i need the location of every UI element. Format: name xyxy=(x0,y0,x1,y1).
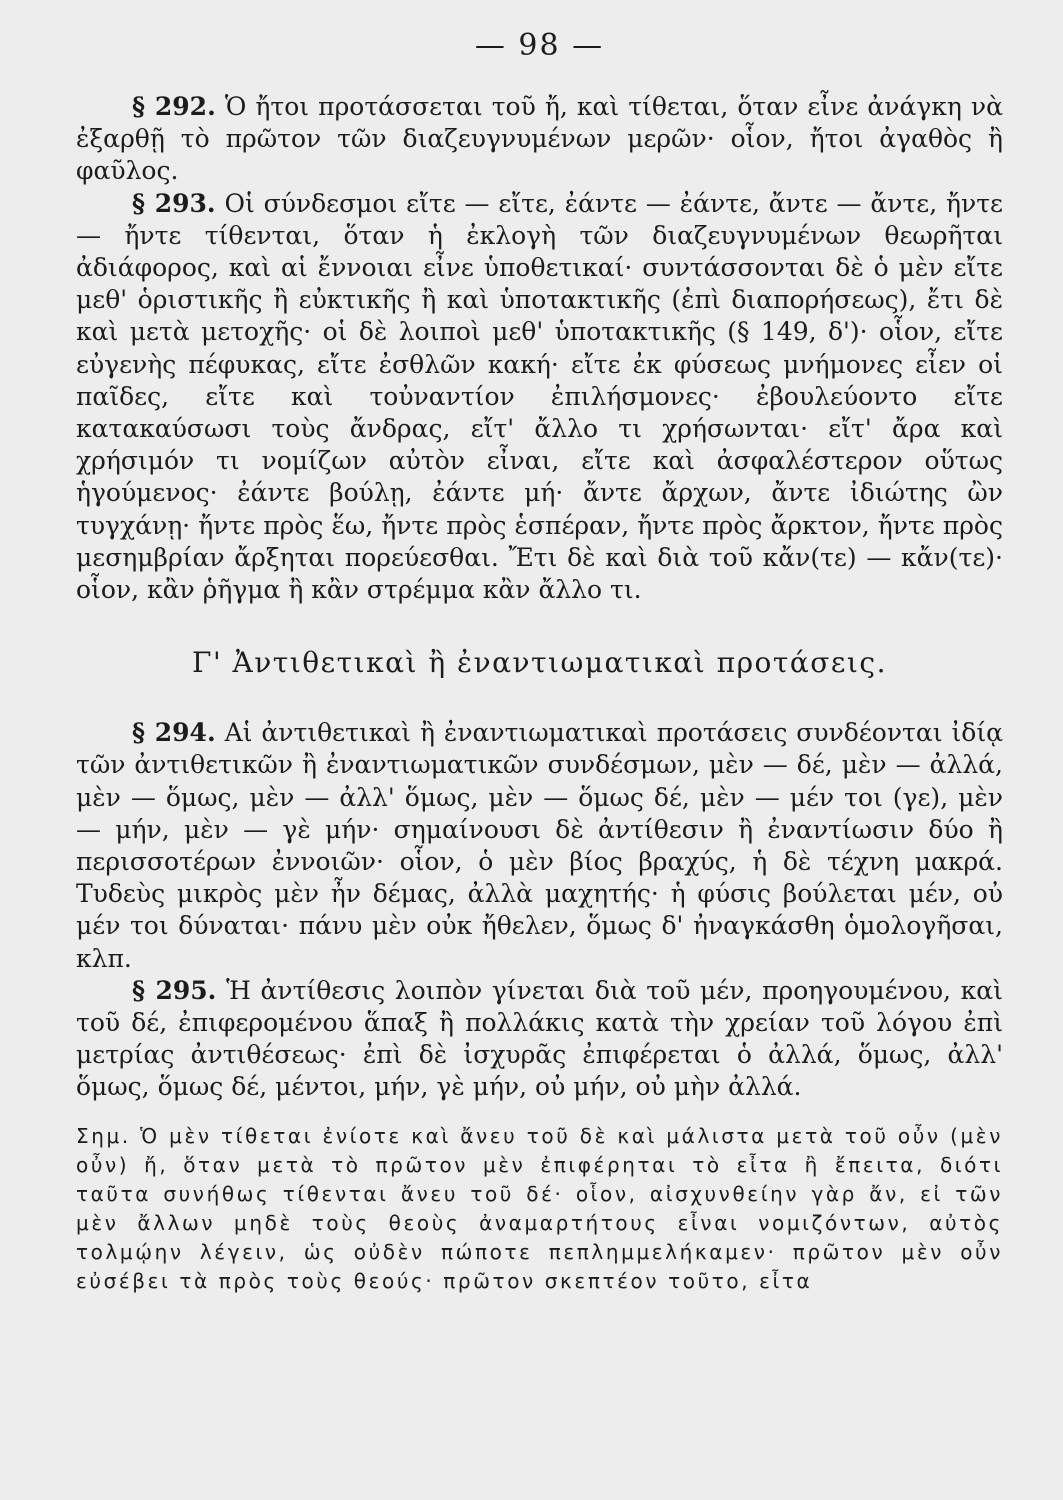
section-antithetic-text xyxy=(76,717,1003,1103)
section-heading: Γ' Ἀντιθετικαὶ ἢ ἐναντιωματικαὶ προτάσεις. xyxy=(192,646,887,680)
paragraph-293 xyxy=(76,188,1003,607)
section-number: § 292. xyxy=(132,92,216,121)
section-number: § 295. xyxy=(132,975,217,1005)
paragraph-text: Ὁ ἤτοι προτάσσεται τοῦ ἤ, καὶ τίθεται, ὅταν εἶνε ἀνάγκη νὰ ἐξαρθῇ τὸ πρῶτον τῶν διαζευγνυμένων μερῶν· οἷον, ἤτοι ἀγαθὸς ἢ φαῦλος. xyxy=(76,92,1004,186)
paragraph-text: Οἱ σύνδεσμοι εἴτε — εἴτε, ἐάντε — ἐάντε, ἄντε — ἄντε, ἤντε — ἤντε τίθενται, ὅταν ἡ ἐκλογὴ τῶν διαζευγνυμένων θεωρῆται ἀδιάφορος, καὶ αἱ ἔννοιαι εἶνε ὑποθετικαί· συντάσσονται δὲ ὁ μὲν εἴτε μεθ' ὁριστικῆς ἢ εὐκτικῆς ἢ καὶ ὑποτακτικῆς (ἐπὶ διαπορήσεως), ἔτι δὲ καὶ μετὰ μετοχῆς· οἱ δὲ λοιποὶ μεθ' ὑποτακτικῆς (§ 149, δ')· οἷον, εἴτε εὐγενὴς πέφυκας, εἴτε ἐσθλῶν κακή· εἴτε ἐκ φύσεως μνήμονες εἶεν οἱ παῖδες, εἴτε καὶ τοὐναντίον ἐπιλήσμονες· ἐβουλεύοντο εἴτε κατακαύσωσι τοὺς ἄνδρας, εἴτ' ἄλλο τι χρήσωνται· εἴτ' ἄρα καὶ χρήσιμόν τι νομίζων αὐτὸν εἶναι, εἴτε καὶ ἀσφαλέστερον οὕτως ἡγούμενος· ἐάντε βούλῃ, ἐάντε μή· ἄντε ἄρχων, ἄντε ἰδιώτης ὢν τυγχάνῃ· ἤντε πρὸς ἕω, ἤντε πρὸς ἑσπέραν, ἤντε πρὸς ἄρκτον, ἤντε πρὸς μεσημβρίαν ἄρξηται πορεύεσθαι. Ἔτι δὲ καὶ διὰ τοῦ κἄν(τε) — κἄν(τε)· οἷον, κἂν ῥῆγμα ἢ κἂν στρέμμα κἂν ἄλλο τι. xyxy=(76,188,1004,605)
paragraph-text: Ἡ ἀντίθεσις λοιπὸν γίνεται διὰ τοῦ μέν, προηγουμένου, καὶ τοῦ δέ, ἐπιφερομένου ἅπαξ ἢ πολλάκις κατὰ τὴν χρείαν τοῦ λόγου ἐπὶ μετρίας ἀντιθέσεως· ἐπὶ δὲ ἰσχυρᾶς ἐπιφέρεται ὁ ἀλλά, ὅμως, ἀλλ' ὅμως, ὅμως δέ, μέντοι, μήν, γὲ μήν, οὐ μήν, οὐ μὴν ἀλλά. xyxy=(76,975,1003,1102)
section-number: § 293. xyxy=(132,188,216,218)
paragraph-text: Αἱ ἀντιθετικαὶ ἢ ἐναντιωματικαὶ προτάσεις συνδέονται ἰδίᾳ τῶν ἀντιθετικῶν ἢ ἐναντιωματικῶν συνδέσμων, μὲν — δέ, μὲν — ἀλλά, μὲν — ὅμως, μὲν — ἀλλ' ὅμως, μὲν — ὅμως δέ, μὲν — μέν τοι (γε), μὲν — μήν, μὲν — γὲ μήν· σημαίνουσι δὲ ἀντίθεσιν ἢ ἐναντίωσιν δύο ἢ περισσοτέρων ἐννοιῶν· οἷον, ὁ μὲν βίος βραχύς, ἡ δὲ τέχνη μακρά. Τυδεὺς μικρὸς μὲν ἦν δέμας, ἀλλὰ μαχητής· ἡ φύσις βούλεται μέν, οὐ μέν τοι δύναται· πάνυ μὲν οὐκ ἤθελεν, ὅμως δ' ἠναγκάσθη ὁμολογῆσαι, κλπ. xyxy=(76,718,1004,973)
paragraph-292 xyxy=(76,91,1003,188)
paragraph-294 xyxy=(76,717,1003,975)
page-number: — 98 — xyxy=(474,28,605,63)
section-number: § 294. xyxy=(132,718,216,748)
footnote-remark: Σημ. Ὁ μὲν τίθεται ἐνίοτε καὶ ἄνευ τοῦ δὲ καὶ μάλιστα μετὰ τοῦ οὖν (μὲν οὖν) ἤ, ὅταν μετὰ τὸ πρῶτον μὲν ἐπιφέρηται τὸ εἶτα ἢ ἔπειτα, διότι ταῦτα συνήθως τίθενται ἄνευ τοῦ δέ· οἷον, αἰσχυνθείην γὰρ ἄν, εἰ τῶν μὲν ἄλλων μηδὲ τοὺς θεοὺς ἀναμαρτήτους εἶναι νομιζόντων, αὐτὸς τολμῴην λέγειν, ὡς οὐδὲν πώποτε πεπλημμελήκαμεν· πρῶτον μὲν οὖν εὐσέβει τὰ πρὸς τοὺς θεούς· πρῶτον σκεπτέον τοῦτο, εἶτα xyxy=(76,1123,1003,1293)
section-disjunctive-text xyxy=(76,91,1003,606)
paragraph-295 xyxy=(76,975,1003,1104)
